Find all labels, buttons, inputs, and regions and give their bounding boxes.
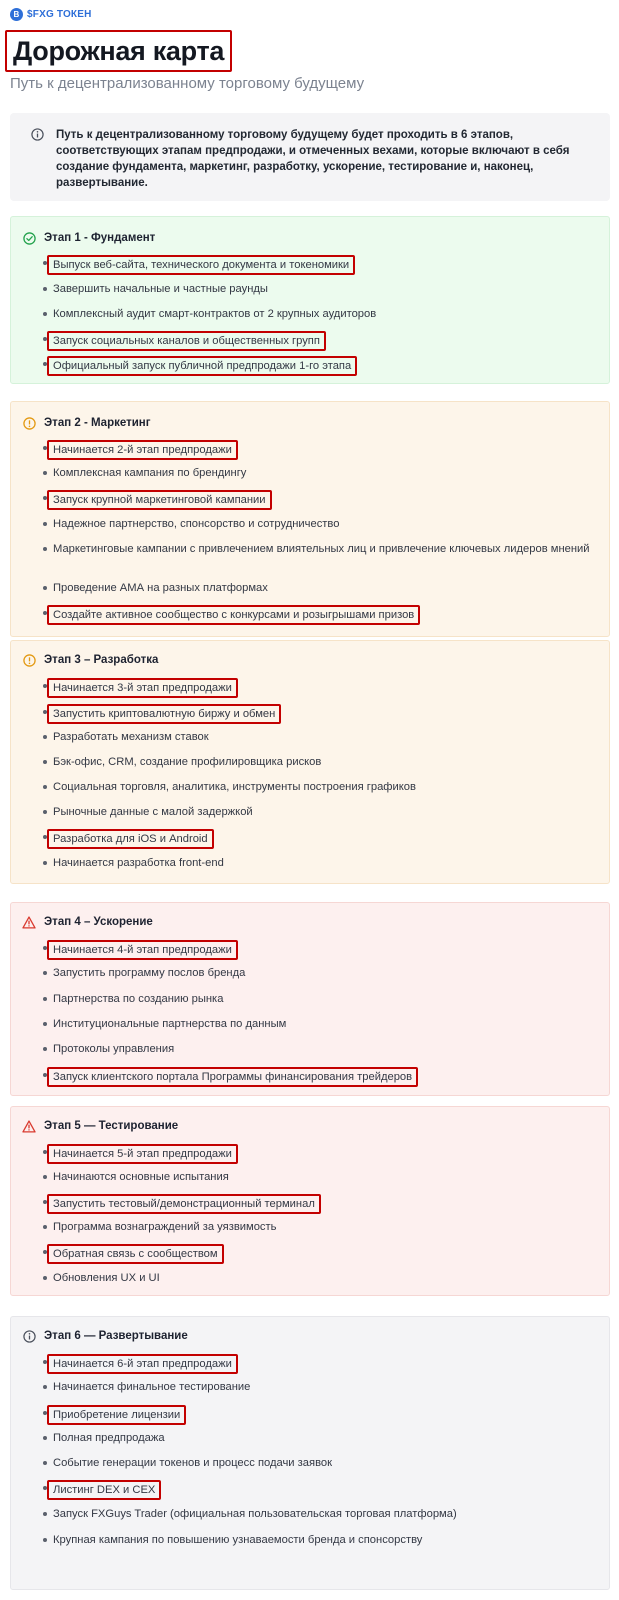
info-circle-icon	[31, 128, 44, 146]
list-item: Событие генерации токенов и процесс подачи заявок	[53, 1455, 593, 1471]
list-item: Партнерства по созданию рынка	[53, 991, 593, 1007]
list-item: Протоколы управления	[53, 1041, 593, 1057]
stage-4-title: Этап 4 – Ускорение	[44, 916, 153, 928]
list-item: Запуск крупной маркетинговой кампании	[53, 490, 593, 510]
list-item: Полная предпродажа	[53, 1430, 593, 1446]
warning-circle-icon	[22, 416, 36, 430]
stage-4-card	[10, 902, 610, 1096]
list-item: Начинается 6-й этап предпродажи	[53, 1354, 593, 1374]
stage-5-header	[22, 1119, 178, 1133]
list-item: Комплексная кампания по брендингу	[53, 465, 593, 481]
list-item: Начинается 4-й этап предпродажи	[53, 940, 593, 960]
warning-circle-icon	[22, 653, 36, 667]
list-item: Начинается 5-й этап предпродажи	[53, 1144, 593, 1164]
list-item: Проведение АМА на разных платформах	[53, 580, 593, 596]
stage-2-header	[22, 416, 151, 430]
list-item: Создайте активное сообщество с конкурсами и розыгрышами призов	[53, 605, 593, 625]
page-title: Дорожная карта	[5, 30, 232, 72]
intro-text: Путь к децентрализованному торговому будущему будет проходить в 6 этапов, соответствующих этапам предпродажи, и отмеченных вехами, которые включают в себя создание фундамента, маркетинг, разработку, ускорение, тестирование и, наконец, развертывание.	[56, 129, 570, 189]
list-item: Запустить программу послов бренда	[53, 965, 593, 981]
stage-3-card	[10, 640, 610, 884]
list-item: Разработать механизм ставок	[53, 729, 593, 745]
list-item: Обновления UX и UI	[53, 1270, 593, 1286]
list-item: Начинается 3-й этап предпродажи	[53, 678, 593, 698]
stage-1-title: Этап 1 - Фундамент	[44, 232, 156, 244]
list-item: Запустить криптовалютную биржу и обмен	[53, 704, 593, 724]
list-item: Бэк-офис, CRM, создание профилировщика рисков	[53, 754, 593, 770]
list-item: Социальная торговля, аналитика, инструменты построения графиков	[53, 779, 593, 795]
list-item: Начинается разработка front-end	[53, 855, 593, 871]
list-item: Крупная кампания по повышению узнаваемости бренда и спонсорству	[53, 1532, 593, 1548]
token-brand[interactable]	[10, 8, 92, 21]
stage-1-card	[10, 216, 610, 384]
list-item: Официальный запуск публичной предпродажи 1-го этапа	[53, 356, 593, 376]
list-item: Запуск социальных каналов и общественных групп	[53, 331, 593, 351]
stage-3-header	[22, 653, 158, 667]
stage-3-title: Этап 3 – Разработка	[44, 654, 159, 666]
list-item: Приобретение лицензии	[53, 1405, 593, 1425]
list-item: Начинается финальное тестирование	[53, 1379, 593, 1395]
stage-6-title: Этап 6 — Развертывание	[44, 1330, 188, 1342]
stage-2-card	[10, 401, 610, 637]
list-item: Комплексный аудит смарт-контрактов от 2 крупных аудиторов	[53, 306, 593, 322]
stage-5-card	[10, 1106, 610, 1296]
list-item: Начинается 2-й этап предпродажи	[53, 440, 593, 460]
stage-4-header	[22, 915, 153, 929]
list-item: Запустить тестовый/демонстрационный терминал	[53, 1194, 593, 1214]
stage-1-header	[22, 231, 155, 245]
list-item: Надежное партнерство, спонсорство и сотрудничество	[53, 516, 593, 532]
list-item: Институциональные партнерства по данным	[53, 1016, 593, 1032]
coin-icon: B	[10, 8, 23, 21]
list-item: Запуск FXGuys Trader (официальная пользовательская торговая платформа)	[53, 1506, 593, 1522]
token-label: $FXG ТОКЕН	[27, 9, 92, 20]
warning-triangle-icon	[22, 1119, 36, 1133]
list-item: Листинг DEX и CEX	[53, 1480, 593, 1500]
list-item: Выпуск веб-сайта, технического документа и токеномики	[53, 255, 593, 275]
info-circle-icon	[22, 1329, 36, 1343]
list-item: Программа вознаграждений за уязвимость	[53, 1219, 593, 1235]
stage-2-title: Этап 2 - Маркетинг	[44, 417, 151, 429]
list-item: Обратная связь с сообществом	[53, 1244, 593, 1264]
check-circle-icon	[22, 231, 36, 245]
stage-6-header	[22, 1329, 188, 1343]
list-item: Рыночные данные с малой задержкой	[53, 804, 593, 820]
page-subtitle: Путь к децентрализованному торговому будущему	[10, 75, 365, 92]
list-item: Начинаются основные испытания	[53, 1169, 593, 1185]
warning-triangle-icon	[22, 915, 36, 929]
intro-callout	[10, 113, 610, 201]
stage-6-card	[10, 1316, 610, 1590]
stage-5-title: Этап 5 — Тестирование	[44, 1120, 179, 1132]
list-item: Завершить начальные и частные раунды	[53, 281, 593, 297]
list-item: Маркетинговые кампании с привлечением влиятельных лиц и привлечение ключевых лидеров мнений	[53, 541, 593, 558]
list-item: Разработка для iOS и Android	[53, 829, 593, 849]
list-item: Запуск клиентского портала Программы финансирования трейдеров	[53, 1067, 593, 1087]
